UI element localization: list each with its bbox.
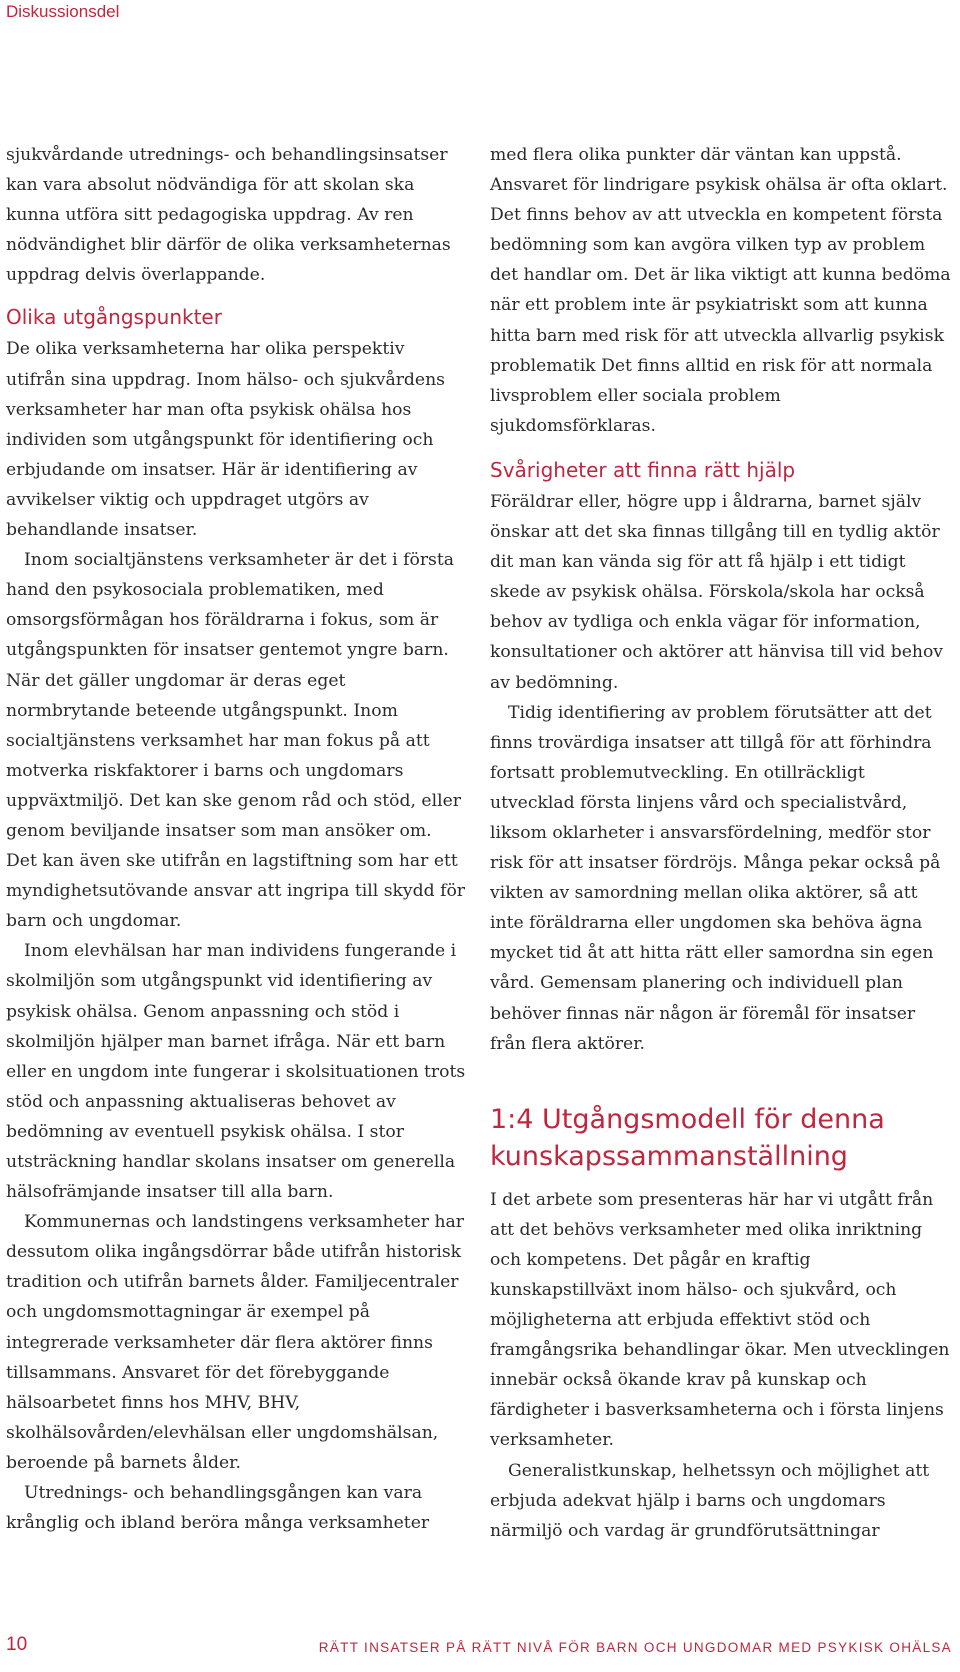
heading-olika-utgangspunkter: Olika utgångspunkter: [6, 305, 222, 330]
section-paragraph-1: I det arbete som presenteras här har vi utgått från att det behövs verksamheter med olika inriktning och kompetens. Det pågår en kraftig kunskapstillväxt inom hälso- och sjukvård, och möjligheterna att erbjuda effektivt stöd och framgångsrika behandlingar ökar. Men utvecklingen innebär också ökande krav på kunskap och färdigheter i basverksamheterna och i första linjens verksamheter.: [490, 1189, 950, 1451]
right-paragraph-2: Tidig identifiering av problem förutsätter att det finns trovärdiga insatser att tillgå för att förhindra fortsatt problemutveckling. En otillräckligt utvecklad första linjens vård och specialistvård, liksom oklarheter i ansvarsfördelning, medför stor risk för att insatser fördröjs. Många pekar också på vikten av samordning mellan olika aktörer, så att inte föräldrarna eller ungdomen ska behöva ägna mycket tid åt att hitta rätt eller samordna sin egen vård. Gemensam planering och individuell plan behöver finnas när någon är föremål för insatser från flera aktörer.: [490, 702, 941, 1054]
left-paragraph-2: Inom socialtjänstens verksamheter är det i första hand den psykosociala problematiken, med omsorgsförmågan hos föräldrarna i fokus, som är utgångspunkten för insatser gentemot yngre barn. När det gäller ungdomar är deras eget normbrytande beteende utgångspunkt. Inom socialtjänstens verksamhet har man fokus på att motverka riskfaktorer i barns och ungdomars uppväxtmiljö. Det kan ske genom råd och stöd, eller genom beviljande insatser som man ansöker om. Det kan även ske utifrån en lagstiftning som har ett myndighetsutövande ansvar att ingripa till skydd för barn och ungdomar.: [6, 550, 466, 932]
right-paragraph-1: Föräldrar eller, högre upp i åldrarna, barnet själv önskar att det ska finnas tillgång till en tydlig aktör dit man kan vända sig för att få hjälp i ett tidigt skede av psykisk ohälsa. Förskola/skola har också behov av tydliga och enkla vägar för information, konsultationer och aktörer att hänvisa till vid behov av bedömning.: [490, 491, 944, 693]
left-intro-paragraph: sjukvårdande utrednings- och behandlingsinsatser kan vara absolut nödvändiga för att skolan ska kunna utföra sitt pedagogiska uppdrag. Av ren nödvändighet blir därför de olika verksamheternas uppdrag delvis överlappande.: [6, 145, 451, 286]
left-column: [6, 140, 466, 1538]
publication-title: RÄTT INSATSER PÅ RÄTT NIVÅ FÖR BARN OCH UNGDOMAR MED PSYKISK OHÄLSA: [318, 1640, 952, 1655]
heading-svarigheter: Svårigheter att finna rätt hjälp: [490, 457, 796, 482]
left-paragraph-1: De olika verksamheterna har olika perspektiv utifrån sina uppdrag. Inom hälso- och sjukvårdens verksamheter har man ofta psykisk ohälsa hos individen som utgångspunkt för identifiering och erbjudande om insatser. Här är identifiering av avvikelser viktig och uppdraget utgörs av behandlande insatser.: [6, 339, 445, 541]
right-intro-paragraph: med flera olika punkter där väntan kan uppstå. Ansvaret för lindrigare psykisk ohälsa är ofta oklart. Det finns behov av att utveckla en kompetent första bedömning som kan avgöra vilken typ av problem det handlar om. Det är lika viktigt att kunna bedöma när ett problem inte är psykiatriskt som att kunna hitta barn med risk för att utveckla allvarlig psykisk problematik Det finns alltid en risk för att normala livsproblem eller sociala problem sjukdomsförklaras.: [490, 145, 951, 436]
left-paragraph-4: Kommunernas och landstingens verksamheter har dessutom olika ingångsdörrar både utifrån historisk tradition och utifrån barnets ålder. Familjecentraler och ungdomsmottagningar är exempel på integrerade verksamheter där flera aktörer finns tillsammans. Ansvaret för det förebyggande hälsoarbetet finns hos MHV, BHV, skolhälsovården/elevhälsan eller ungdomshälsan, beroende på barnets ålder.: [6, 1212, 465, 1473]
running-head: Diskussionsdel: [6, 2, 120, 21]
left-paragraph-3: Inom elevhälsan har man individens fungerande i skolmiljön som utgångspunkt vid identifiering av psykisk ohälsa. Genom anpassning och stöd i skolmiljön hjälper man barnet ifråga. När ett barn eller en ungdom inte fungerar i skolsituationen trots stöd och anpassning aktualiseras behovet av bedömning av eventuell psykisk ohälsa. I stor utsträckning handlar skolans insatser om generella hälsofrämjande insatser till alla barn.: [6, 941, 466, 1203]
left-paragraph-5: Utrednings- och behandlingsgången kan vara krånglig och ibland beröra många verksamheter: [6, 1483, 430, 1534]
right-column: [490, 140, 952, 1546]
section-paragraph-2: Generalistkunskap, helhetssyn och möjlighet att erbjuda adekvat hjälp i barns och ungdomars närmiljö och vardag är grundförutsättningar: [490, 1460, 930, 1541]
section-title-1-4: 1:4 Utgångsmodell för denna kunskapssammanställning: [490, 1103, 885, 1172]
page-number: 10: [6, 1634, 28, 1655]
